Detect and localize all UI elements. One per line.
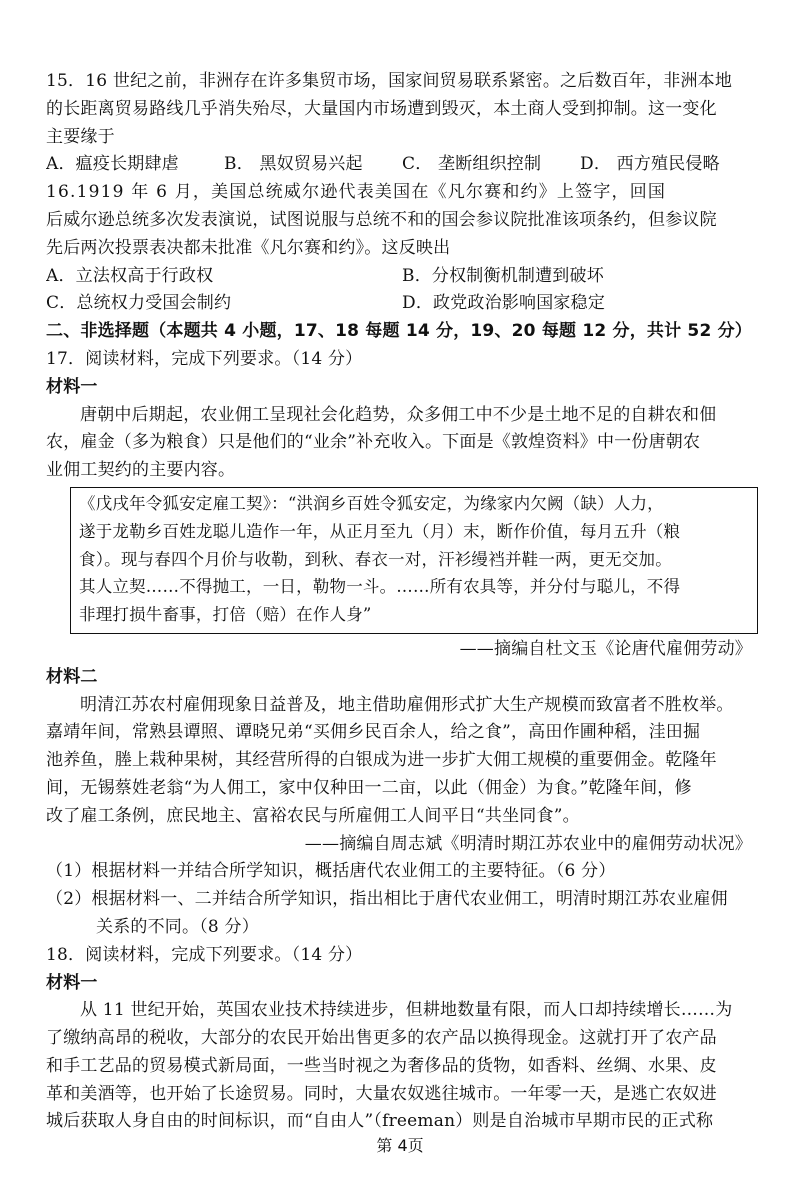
contract-line: 遂于龙勒乡百姓龙聪儿造作一年，从正月至九（月）末，断作价值，每月五升（粮 bbox=[79, 521, 681, 541]
contract-line: 《戊戌年令狐安定雇工契》：“洪润乡百姓令狐安定，为缘家内欠阙（缺）人力， bbox=[79, 493, 664, 513]
question-18 bbox=[46, 942, 758, 1137]
q18-material1-line: 革和美酒等，也开始了长途贸易。同时，大量农奴逃往城市。一年零一天，是逃亡农奴进 bbox=[46, 1083, 717, 1104]
q18-title: 18．阅读材料，完成下列要求。（14 分） bbox=[46, 944, 363, 965]
q16-stem-line: 先后两次投票表决都未批准《凡尔赛和约》。这反映出 bbox=[46, 237, 451, 258]
contract-line: 其人立契……不得抛工，一日，勒物一斗。……所有农具等，并分付与聪儿，不得 bbox=[79, 577, 681, 597]
q15-options bbox=[46, 151, 758, 179]
q16-options-row1 bbox=[46, 263, 758, 291]
q17-material1-line: 唐朝中后期起，农业佣工呈现社会化趋势，众多佣工中不少是土地不足的自耕农和佃 bbox=[80, 404, 717, 425]
q17-material2-line: 池养鱼，塍上栽种果树，其经营所得的白银成为进一步扩大佣工规模的重要佣金。乾隆年 bbox=[46, 750, 717, 771]
q17-material2-line: 明清江苏农村雇佣现象日益普及，地主借助雇佣形式扩大生产规模而致富者不胜枚举。 bbox=[80, 694, 734, 715]
question-15 bbox=[46, 68, 758, 179]
q17-material1-line: 农，雇金（多为粮食）只是他们的“业余”补充收入。下面是《敦煌资料》中一份唐朝农 bbox=[46, 432, 701, 453]
q15-option-c: C． 垄断组织控制 bbox=[402, 154, 542, 175]
q17-subquestion-2: （2）根据材料一、二并结合所学知识，指出相比于唐代农业佣工，明清时期江苏农业雇佣 bbox=[46, 889, 728, 910]
q16-option-c: C．总统权力受国会制约 bbox=[46, 293, 232, 314]
q17-material1-line: 业佣工契约的主要内容。 bbox=[46, 460, 236, 481]
q17-material1-source: ——摘编自杜文玉《论唐代雇佣劳动》 bbox=[459, 638, 752, 659]
question-16 bbox=[46, 179, 758, 318]
q15-option-b: B． 黑奴贸易兴起 bbox=[224, 154, 363, 175]
question-17 bbox=[46, 346, 758, 942]
q16-option-a: A．立法权高于行政权 bbox=[46, 265, 214, 286]
q18-material1-line: 城后获取人身自由的时间标识，而“自由人”（freeman）则是自治城市早期市民的正式称 bbox=[46, 1111, 714, 1132]
q17-material2-source: ——摘编自周志斌《明清时期江苏农业中的雇佣劳动状况》 bbox=[304, 833, 752, 854]
q17-material2-label: 材料二 bbox=[46, 666, 98, 687]
contract-quote-box bbox=[70, 487, 758, 634]
q17-material1-label: 材料一 bbox=[46, 376, 98, 397]
q17-material2-line: 嘉靖年间，常熟县谭照、谭晓兄弟“买佣乡民百余人，给之食”，高田作圃种稻，洼田掘 bbox=[46, 722, 701, 743]
q18-material1-label: 材料一 bbox=[46, 972, 98, 993]
q17-subquestion-1: （1）根据材料一并结合所学知识，概括唐代农业佣工的主要特征。（6 分） bbox=[46, 861, 616, 882]
q15-stem-line: 的长距离贸易路线几乎消失殆尽，大量国内市场遭到毁灭，本土商人受到抑制。这一变化 bbox=[46, 98, 717, 119]
page-number: 第 4页 bbox=[376, 1136, 424, 1155]
q18-material1-line: 了缴纳高昂的税收，大部分的农民开始出售更多的农产品以换得现金。这就打开了农产品 bbox=[46, 1028, 717, 1049]
q16-stem-line: 16.1919 年 6 月，美国总统威尔逊代表美国在《凡尔赛和约》上签字，回国 bbox=[46, 182, 667, 203]
q16-option-d: D．政党政治影响国家稳定 bbox=[402, 293, 606, 314]
q15-stem-line: 15．16 世纪之前，非洲存在许多集贸市场，国家间贸易联系紧密。之后数百年，非洲本地 bbox=[46, 71, 733, 91]
q15-option-a: A．瘟疫长期肆虐 bbox=[46, 154, 179, 175]
q15-stem-line: 主要缘于 bbox=[46, 126, 115, 147]
q17-material2-line: 间，无锡蔡姓老翁“为人佣工，家中仅种田一二亩，以此（佣金）为食。”乾隆年间，修 bbox=[46, 777, 692, 798]
q17-material2-line: 改了雇工条例，庶民地主、富裕农民与所雇佣工人间平日“共坐同食”。 bbox=[46, 805, 580, 826]
contract-line: 非理打损牛畜事，打倍（赔）在作人身” bbox=[79, 605, 372, 625]
q18-material1-line: 和手工艺品的贸易模式新局面，一些当时视之为奢侈品的货物，如香料、丝绸、水果、皮 bbox=[46, 1055, 717, 1076]
contract-line: 食）。现与春四个月价与收勒，到秋、春衣一对，汗衫缦裆并鞋一两，更无交加。 bbox=[79, 549, 672, 569]
q16-options-row2 bbox=[46, 290, 758, 318]
q16-stem-line: 后威尔逊总统多次发表演说，试图说服与总统不和的国会参议院批准该项条约，但参议院 bbox=[46, 209, 717, 230]
q15-option-d: D． 西方殖民侵略 bbox=[580, 154, 720, 175]
q17-subquestion-2-cont: 关系的不同。（8 分） bbox=[96, 916, 259, 937]
q17-title: 17．阅读材料，完成下列要求。（14 分） bbox=[46, 348, 363, 369]
q18-material1-line: 从 11 世纪开始，英国农业技术持续进步，但耕地数量有限，而人口却持续增长……为 bbox=[80, 1000, 733, 1021]
section-heading: 二、非选择题（本题共 4 小题，17、18 每题 14 分，19、20 每题 12 分，共计 52 分） bbox=[46, 321, 753, 342]
q16-option-b: B．分权制衡机制遭到破坏 bbox=[402, 265, 604, 286]
exam-page bbox=[46, 68, 758, 1136]
